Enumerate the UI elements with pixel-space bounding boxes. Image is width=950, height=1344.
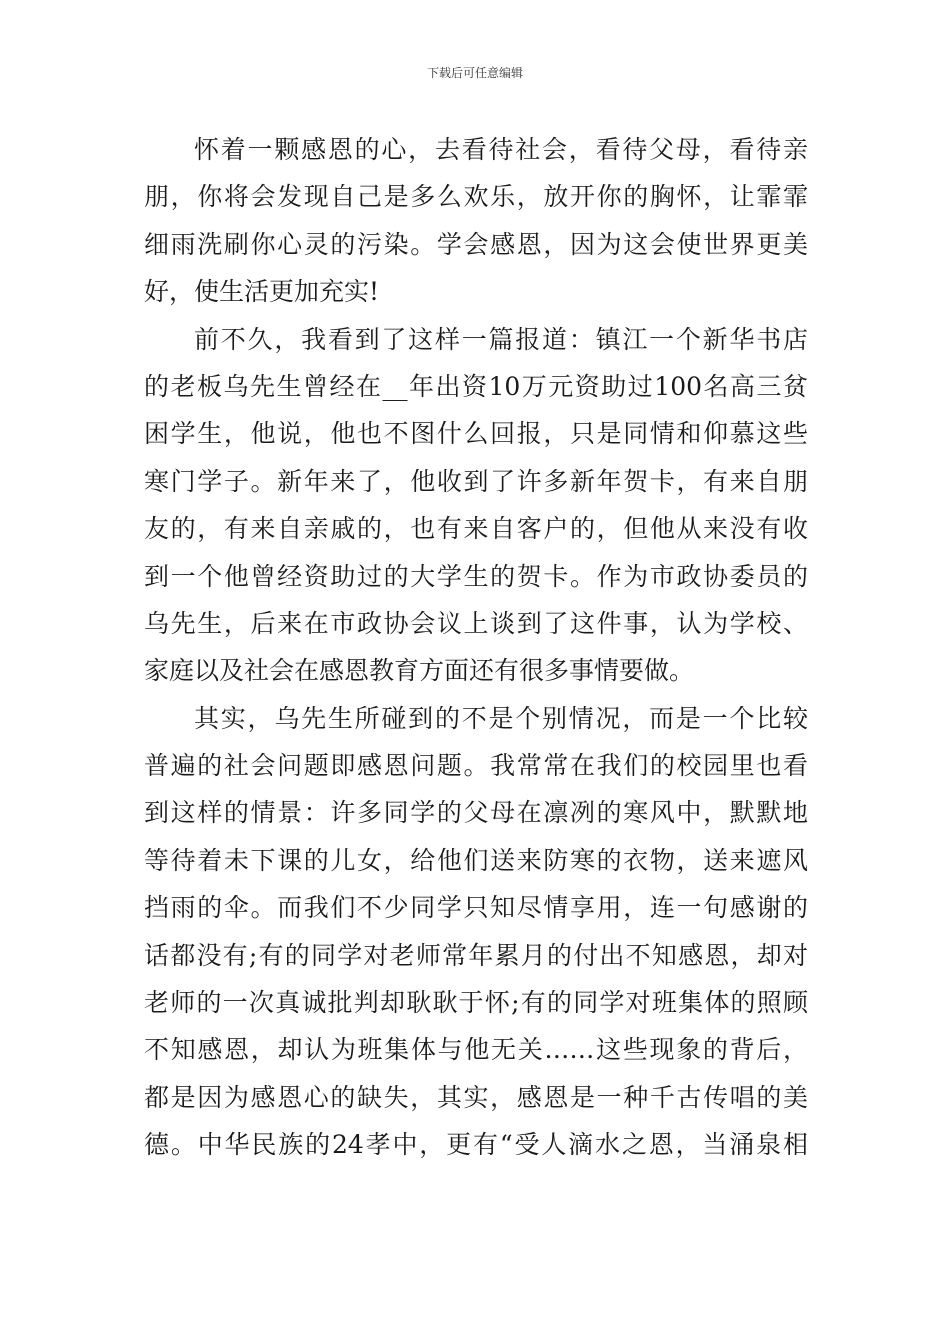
text-line: 乌先生，后来在市政协会议上谈到了这件事，认为学校、 <box>144 608 808 638</box>
text-line: 话都没有;有的同学对老师常年累月的付出不知感恩，却对 <box>144 940 808 970</box>
text-line: 家庭以及社会在感恩教育方面还有很多事情要做。 <box>144 656 695 686</box>
text-line: 的老板乌先生曾经在__年出资10万元资助过100名高三贫 <box>144 371 808 401</box>
text-line: 寒门学子。新年来了，他收到了许多新年贺卡，有来自朋 <box>144 466 808 496</box>
document-body <box>144 126 808 1169</box>
paragraph <box>144 126 808 316</box>
text-line: 困学生，他说，他也不图什么回报，只是同情和仰慕这些 <box>144 419 808 449</box>
text-line: 到一个他曾经资助过的大学生的贺卡。作为市政协委员的 <box>144 561 808 591</box>
text-line: 友的，有来自亲戚的，也有来自客户的，但他从来没有收 <box>144 514 808 544</box>
text-line: 怀着一颗感恩的心，去看待社会，看待父母，看待亲 <box>194 135 808 164</box>
text-line: 好，使生活更加充实! <box>144 277 380 307</box>
text-line: 普遍的社会问题即感恩问题。我常常在我们的校园里也看 <box>144 751 808 781</box>
text-line: 前不久，我看到了这样一篇报道：镇江一个新华书店 <box>194 324 808 354</box>
page-header-note: 下载后可任意编辑 <box>426 66 523 80</box>
text-line: 不知感恩，却认为班集体与他无关……这些现象的背后， <box>144 1035 808 1065</box>
paragraph <box>144 316 808 695</box>
text-line: 朋，你将会发现自己是多么欢乐，放开你的胸怀，让霏霏 <box>144 182 808 212</box>
text-line: 到这样的情景：许多同学的父母在凛冽的寒风中，默默地 <box>144 798 808 828</box>
text-line: 其实，乌先生所碰到的不是个别情况，而是一个比较 <box>194 703 808 733</box>
text-line: 老师的一次真诚批判却耿耿于怀;有的同学对班集体的照顾 <box>144 988 808 1018</box>
text-line: 挡雨的伞。而我们不少同学只知尽情享用，连一句感谢的 <box>144 893 808 923</box>
paragraph <box>144 695 808 1169</box>
text-line: 德。中华民族的24孝中，更有“受人滴水之恩，当涌泉相 <box>144 1130 808 1160</box>
text-line: 都是因为感恩心的缺失，其实，感恩是一种千古传唱的美 <box>144 1082 808 1112</box>
text-line: 等待着未下课的儿女，给他们送来防寒的衣物，送来遮风 <box>144 845 808 875</box>
text-line: 细雨洗刷你心灵的污染。学会感恩，因为这会使世界更美 <box>144 229 808 259</box>
